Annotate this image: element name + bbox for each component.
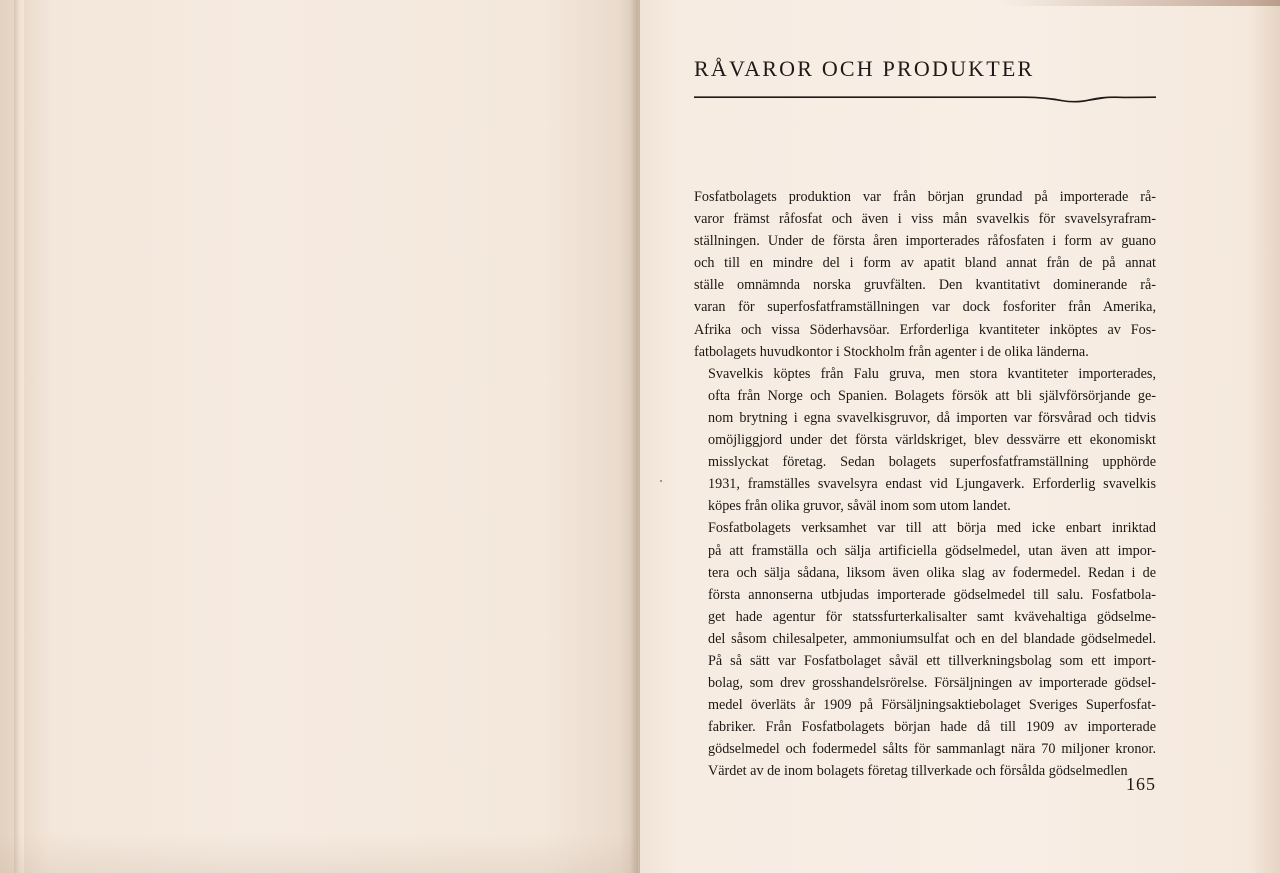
text-line: tera och sälja sådana, liksom även olika slag av fodermedel. Redan i de <box>708 564 1156 581</box>
text-line: fabriker. Från Fosfatbolagets början hade då till 1909 av importerade <box>708 719 1156 736</box>
text-line: get hade agentur för statssfurterkalisalter samt kvävehaltiga gödselme- <box>708 608 1156 625</box>
text-line: Fosfatbolagets produktion var från början grundad på importerade rå- <box>694 189 1156 205</box>
decorative-rule <box>694 90 1156 106</box>
body-text <box>694 186 1156 783</box>
text-line: varan för superfosfatframställningen var dock fosforiter från Amerika, <box>694 299 1156 316</box>
text-line: Fosfatbolagets verksamhet var till att börja med icke enbart inriktad <box>708 520 1156 537</box>
text-line: gödselmedel och fodermedel sålts för sammanlagt nära 70 miljoner kronor. <box>708 741 1156 758</box>
paragraph <box>694 517 1156 782</box>
text-line: fatbolagets huvudkontor i Stockholm från agenter i de olika länderna. <box>694 343 1089 360</box>
left-page-blank <box>0 0 638 873</box>
text-line: och till en mindre del i form av apatit bland annat från de på annat <box>694 255 1156 272</box>
text-line: ställe omnämnda norska gruvfälten. Den kvantitativt dominerande rå- <box>694 277 1156 294</box>
right-page <box>640 0 1280 873</box>
text-line: på att framställa och sälja artificiella gödselmedel, utan även att impor- <box>708 542 1156 559</box>
text-line: misslyckat företag. Sedan bolagets superfosfatframställning upphörde <box>708 454 1156 471</box>
text-line: del såsom chilesalpeter, ammoniumsulfat och en del blandade gödselmedel. <box>708 630 1156 647</box>
text-line: ställningen. Under de första åren importerades råfosfaten i form av guano <box>694 233 1156 250</box>
text-line: medel överläts år 1909 på Försäljningsaktiebolaget Sveriges Superfosfat- <box>708 697 1156 714</box>
text-line: omöjliggjord under det första världskriget, blev dessvärre ett ekonomiskt <box>708 432 1156 449</box>
paper-speck <box>660 480 662 482</box>
paragraph <box>694 363 1156 518</box>
text-line: 1931, framställes svavelsyra endast vid Ljungaverk. Erforderlig svavelkis <box>708 476 1156 493</box>
chapter-title: RÅVAROR OCH PRODUKTER <box>694 56 1035 81</box>
text-line: bolag, som drev grosshandelsrörelse. Försäljningen av importerade gödsel- <box>708 675 1156 692</box>
text-line: nom brytning i egna svavelkisgruvor, då importen var försvårad och tidvis <box>708 409 1156 426</box>
text-line: Svavelkis köptes från Falu gruva, men stora kvantiteter importerades, <box>708 365 1156 382</box>
text-line: Värdet av de inom bolagets företag tillverkade och försålda gödselmedlen <box>708 763 1128 780</box>
text-line: köpes från olika gruvor, såväl inom som utom landet. <box>708 498 1011 515</box>
page-top-edge <box>1000 0 1280 6</box>
paragraph <box>694 186 1156 363</box>
text-line: Afrika och vissa Söderhavsöar. Erforderliga kvantiteter inköptes av Fos- <box>694 321 1156 338</box>
text-line: varor främst råfosfat och även i viss mån svavelkis för svavelsyrafram- <box>694 211 1156 228</box>
text-line: På så sätt var Fosfatbolaget såväl ett tillverkningsbolag som ett import- <box>708 652 1156 669</box>
page-number: 165 <box>1126 774 1156 794</box>
text-line: första annonserna utbjudas importerade gödselmedel till salu. Fosfatbola- <box>708 586 1156 603</box>
text-line: ofta från Norge och Spanien. Bolagets försök att bli självförsörjande ge- <box>708 387 1156 404</box>
